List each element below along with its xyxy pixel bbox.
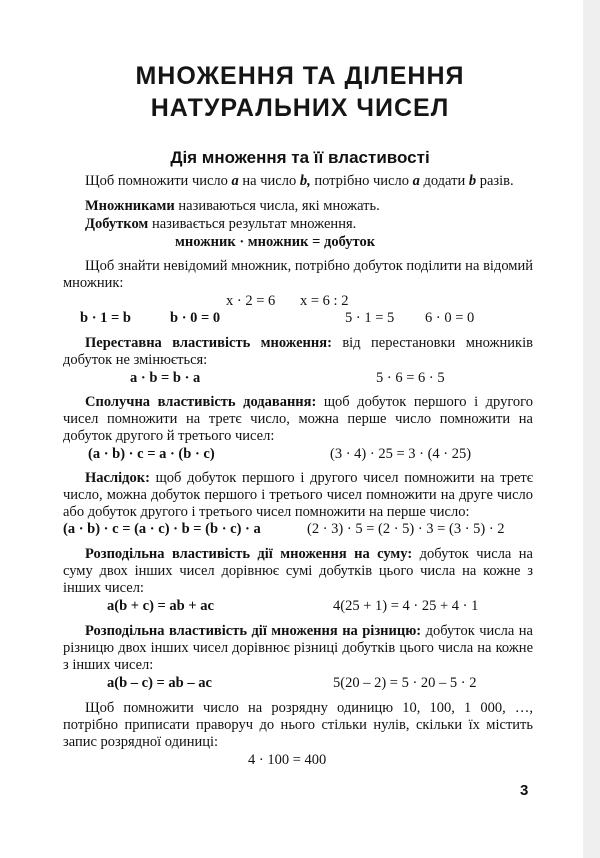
distributive-sum-formula: a(b + c) = ab + ac: [107, 598, 214, 614]
associative-formula: (a · b) · c = a · (b · c): [88, 446, 215, 462]
intro-text-1: Щоб помножити число: [85, 173, 232, 189]
distributive-diff-term: Розподільна властивість дії множення на різницю:: [85, 623, 422, 639]
identity-zero-example: 6 · 0 = 0: [425, 310, 475, 326]
unknown-factor-example-1: x · 2 = 6: [226, 293, 276, 309]
product-definition: [63, 216, 533, 233]
associative-term: Сполучна властивість додавання:: [85, 394, 317, 410]
associative-text: щоб добуток першого і другого чисел помножити на третє число, можна перше число помножити на добуток другого й третього чисел:: [63, 394, 533, 444]
identity-zero-formula: b · 0 = 0: [170, 310, 221, 326]
commutative-paragraph: [63, 335, 533, 369]
factors-term: Множниками: [85, 198, 175, 214]
corollary-formula: (a · b) · c = (a · c) · b = (b · c) · a: [63, 521, 261, 537]
distributive-diff-paragraph: [63, 623, 533, 674]
unknown-factor-paragraph: Щоб знайти невідомий множник, потрібно добуток поділити на відомий множник:: [63, 258, 533, 291]
distributive-diff-example: 5(20 – 2) = 5 · 20 – 5 · 2: [333, 675, 477, 691]
corollary-paragraph: [63, 470, 533, 521]
product-term: Добутком: [85, 216, 149, 232]
factors-definition: [63, 198, 533, 215]
distributive-sum-example: 4(25 + 1) = 4 · 25 + 4 · 1: [333, 598, 479, 614]
intro-text-3: потрібно число: [310, 173, 413, 189]
associative-example: (3 · 4) · 25 = 3 · (4 · 25): [330, 446, 472, 462]
commutative-example: 5 · 6 = 6 · 5: [376, 370, 445, 386]
distributive-diff-text: добуток числа на різницю двох інших чисел дорівнює різниці добутків цього числа на кожне з інших чисел:: [63, 623, 533, 673]
distributive-sum-paragraph: [63, 546, 533, 597]
page-edge-shadow: [583, 0, 600, 858]
commutative-text: від перестановки множників добуток не змінюється:: [63, 335, 533, 368]
product-formula: множник · множник = добуток: [175, 234, 376, 250]
distributive-sum-text: добуток числа на суму двох інших чисел дорівнює сумі добутків цього числа на кожне з інших чисел:: [63, 546, 533, 596]
intro-var-a: a: [231, 173, 239, 189]
intro-var-b: b,: [299, 173, 311, 189]
identity-one-example: 5 · 1 = 5: [345, 310, 395, 326]
intro-text-2: на число: [238, 173, 300, 189]
product-text: називається результат множення.: [148, 216, 357, 232]
unknown-factor-example-2: x = 6 : 2: [300, 293, 349, 309]
section-heading: Дія множення та її властивості: [170, 148, 430, 167]
intro-text-5: разів.: [476, 173, 514, 189]
corollary-term: Наслідок:: [85, 470, 150, 486]
corollary-text: щоб добуток першого і другого чисел помножити на третє число, можна добуток першого і третього чисел помножити на друге число або добуток другого і третього чисел помножити на перше число:: [63, 470, 533, 520]
commutative-formula: a · b = b · a: [130, 370, 201, 386]
page-title-line-2: НАТУРАЛЬНИХ ЧИСЕЛ: [150, 94, 450, 122]
intro-var-a-2: a: [412, 173, 420, 189]
page-number: 3: [520, 782, 529, 799]
distributive-diff-formula: a(b – c) = ab – ac: [107, 675, 212, 691]
page-title-line-1: МНОЖЕННЯ ТА ДІЛЕННЯ: [135, 62, 465, 90]
identity-one-formula: b · 1 = b: [80, 310, 131, 326]
associative-paragraph: [63, 394, 533, 445]
factors-text: називаються числа, які множать.: [174, 198, 380, 214]
corollary-example: (2 · 3) · 5 = (2 · 5) · 3 = (3 · 5) · 2: [307, 521, 505, 537]
distributive-sum-term: Розподільна властивість дії множення на суму:: [85, 546, 413, 562]
intro-text-4: додати: [419, 173, 469, 189]
place-value-example: 4 · 100 = 400: [248, 752, 327, 768]
intro-paragraph: [63, 173, 533, 190]
intro-var-b-2: b: [468, 173, 477, 189]
place-value-paragraph: Щоб помножити число на розрядну одиницю 10, 100, 1 000, …, потрібно приписати праворуч до нього стільки нулів, скільки їх містить запис розрядної одиниці:: [63, 700, 533, 750]
commutative-term: Переставна властивість множення:: [85, 335, 332, 351]
